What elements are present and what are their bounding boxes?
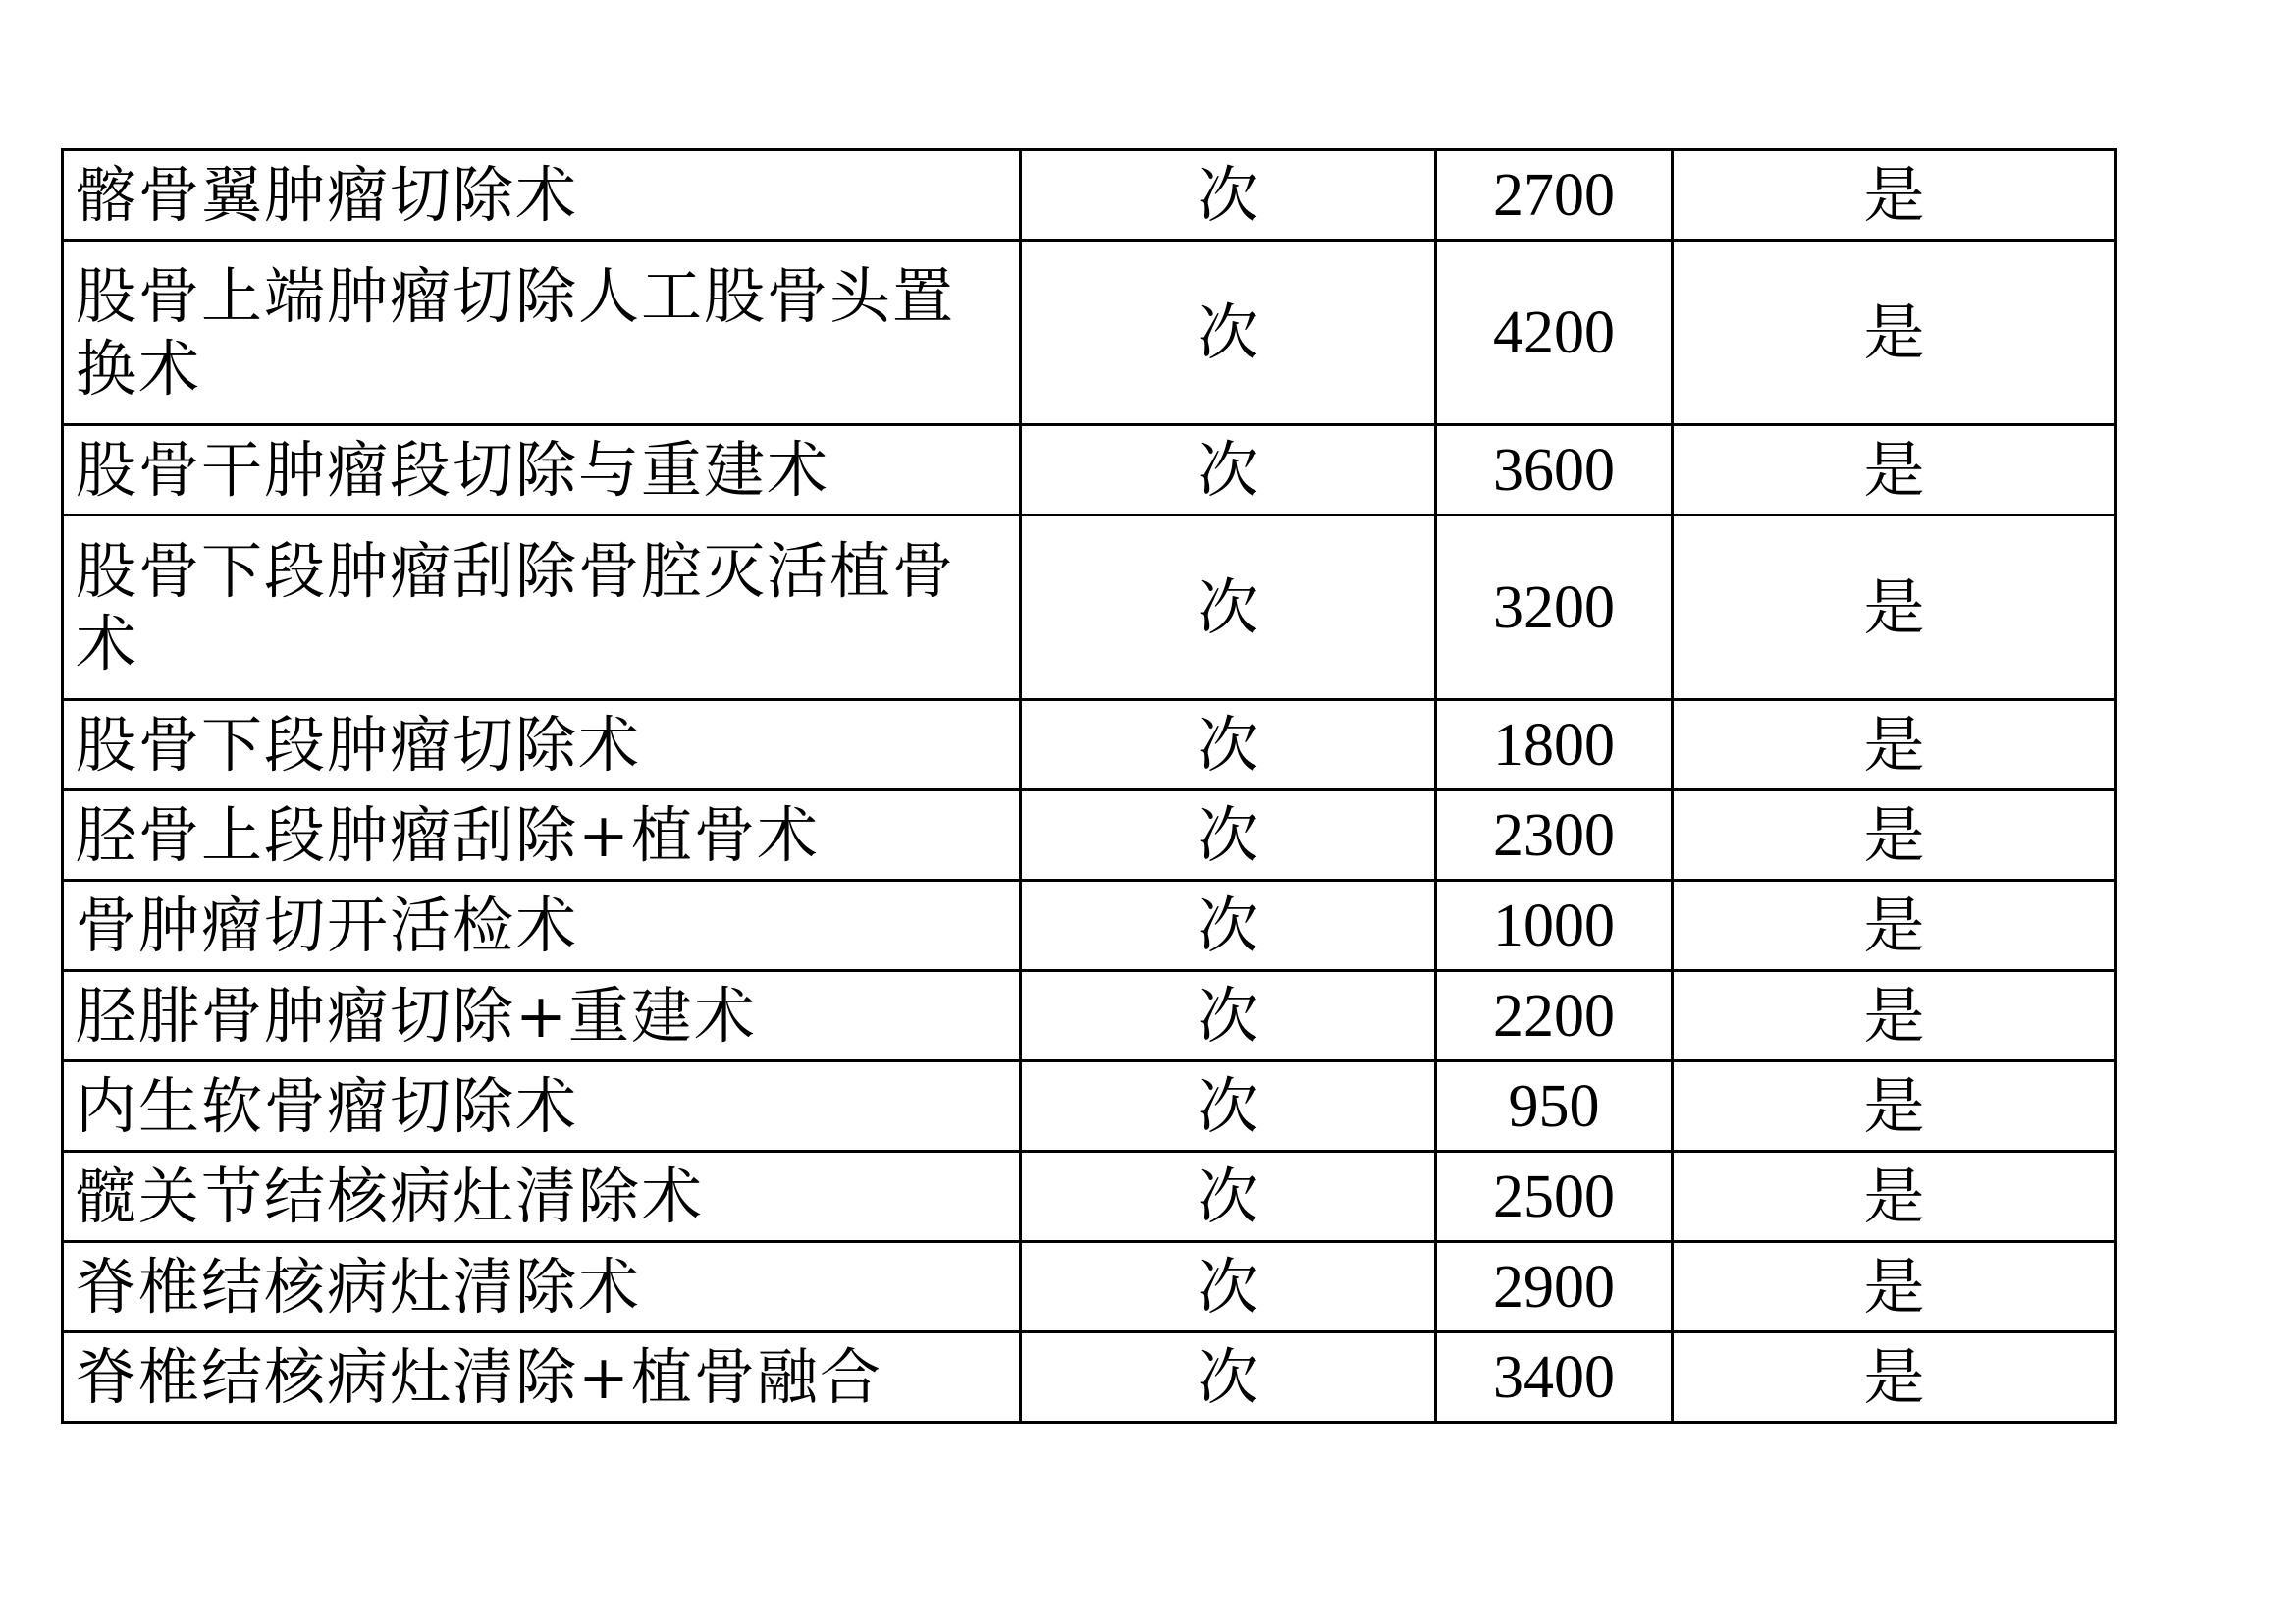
price-cell: 950 (1436, 1061, 1673, 1152)
price-cell: 2200 (1436, 971, 1673, 1061)
price-cell: 3200 (1436, 515, 1673, 700)
procedure-name-cell: 内生软骨瘤切除术 (63, 1061, 1021, 1152)
table-row (63, 515, 2116, 700)
unit-cell: 次 (1021, 241, 1436, 425)
price-cell: 1800 (1436, 700, 1673, 790)
flag-cell: 是 (1673, 425, 2116, 515)
flag-cell: 是 (1673, 241, 2116, 425)
flag-cell: 是 (1673, 971, 2116, 1061)
price-cell: 3400 (1436, 1332, 1673, 1423)
flag-cell: 是 (1673, 1152, 2116, 1242)
procedure-name-cell: 髂骨翼肿瘤切除术 (63, 150, 1021, 241)
procedure-price-table (61, 148, 2117, 1424)
price-cell: 2900 (1436, 1242, 1673, 1332)
flag-cell: 是 (1673, 790, 2116, 881)
table-row (63, 425, 2116, 515)
price-cell: 2300 (1436, 790, 1673, 881)
flag-cell: 是 (1673, 515, 2116, 700)
unit-cell: 次 (1021, 1242, 1436, 1332)
table-row (63, 1332, 2116, 1423)
unit-cell: 次 (1021, 790, 1436, 881)
unit-cell: 次 (1021, 881, 1436, 971)
procedure-name-cell: 胫骨上段肿瘤刮除+植骨术 (63, 790, 1021, 881)
price-cell: 2500 (1436, 1152, 1673, 1242)
flag-cell: 是 (1673, 150, 2116, 241)
table-row (63, 971, 2116, 1061)
procedure-name-cell: 股骨上端肿瘤切除人工股骨头置换术 (63, 241, 1021, 425)
table-row (63, 241, 2116, 425)
price-cell: 1000 (1436, 881, 1673, 971)
procedure-name-cell: 脊椎结核病灶清除术 (63, 1242, 1021, 1332)
unit-cell: 次 (1021, 1061, 1436, 1152)
flag-cell: 是 (1673, 1242, 2116, 1332)
unit-cell: 次 (1021, 1332, 1436, 1423)
procedure-name-cell: 髋关节结核病灶清除术 (63, 1152, 1021, 1242)
unit-cell: 次 (1021, 971, 1436, 1061)
unit-cell: 次 (1021, 700, 1436, 790)
flag-cell: 是 (1673, 1061, 2116, 1152)
procedure-name-cell: 股骨下段肿瘤刮除骨腔灭活植骨术 (63, 515, 1021, 700)
flag-cell: 是 (1673, 700, 2116, 790)
unit-cell: 次 (1021, 1152, 1436, 1242)
unit-cell: 次 (1021, 425, 1436, 515)
flag-cell: 是 (1673, 1332, 2116, 1423)
table-body (63, 150, 2116, 1423)
price-cell: 3600 (1436, 425, 1673, 515)
procedure-name-cell: 股骨干肿瘤段切除与重建术 (63, 425, 1021, 515)
table-row (63, 790, 2116, 881)
unit-cell: 次 (1021, 150, 1436, 241)
procedure-name-cell: 骨肿瘤切开活检术 (63, 881, 1021, 971)
table-row (63, 1242, 2116, 1332)
table-row (63, 700, 2116, 790)
price-cell: 4200 (1436, 241, 1673, 425)
table-row (63, 150, 2116, 241)
procedure-name-cell: 脊椎结核病灶清除+植骨融合 (63, 1332, 1021, 1423)
table-row (63, 1061, 2116, 1152)
table-row (63, 1152, 2116, 1242)
unit-cell: 次 (1021, 515, 1436, 700)
price-cell: 2700 (1436, 150, 1673, 241)
procedure-name-cell: 股骨下段肿瘤切除术 (63, 700, 1021, 790)
table-row (63, 881, 2116, 971)
flag-cell: 是 (1673, 881, 2116, 971)
procedure-name-cell: 胫腓骨肿瘤切除+重建术 (63, 971, 1021, 1061)
